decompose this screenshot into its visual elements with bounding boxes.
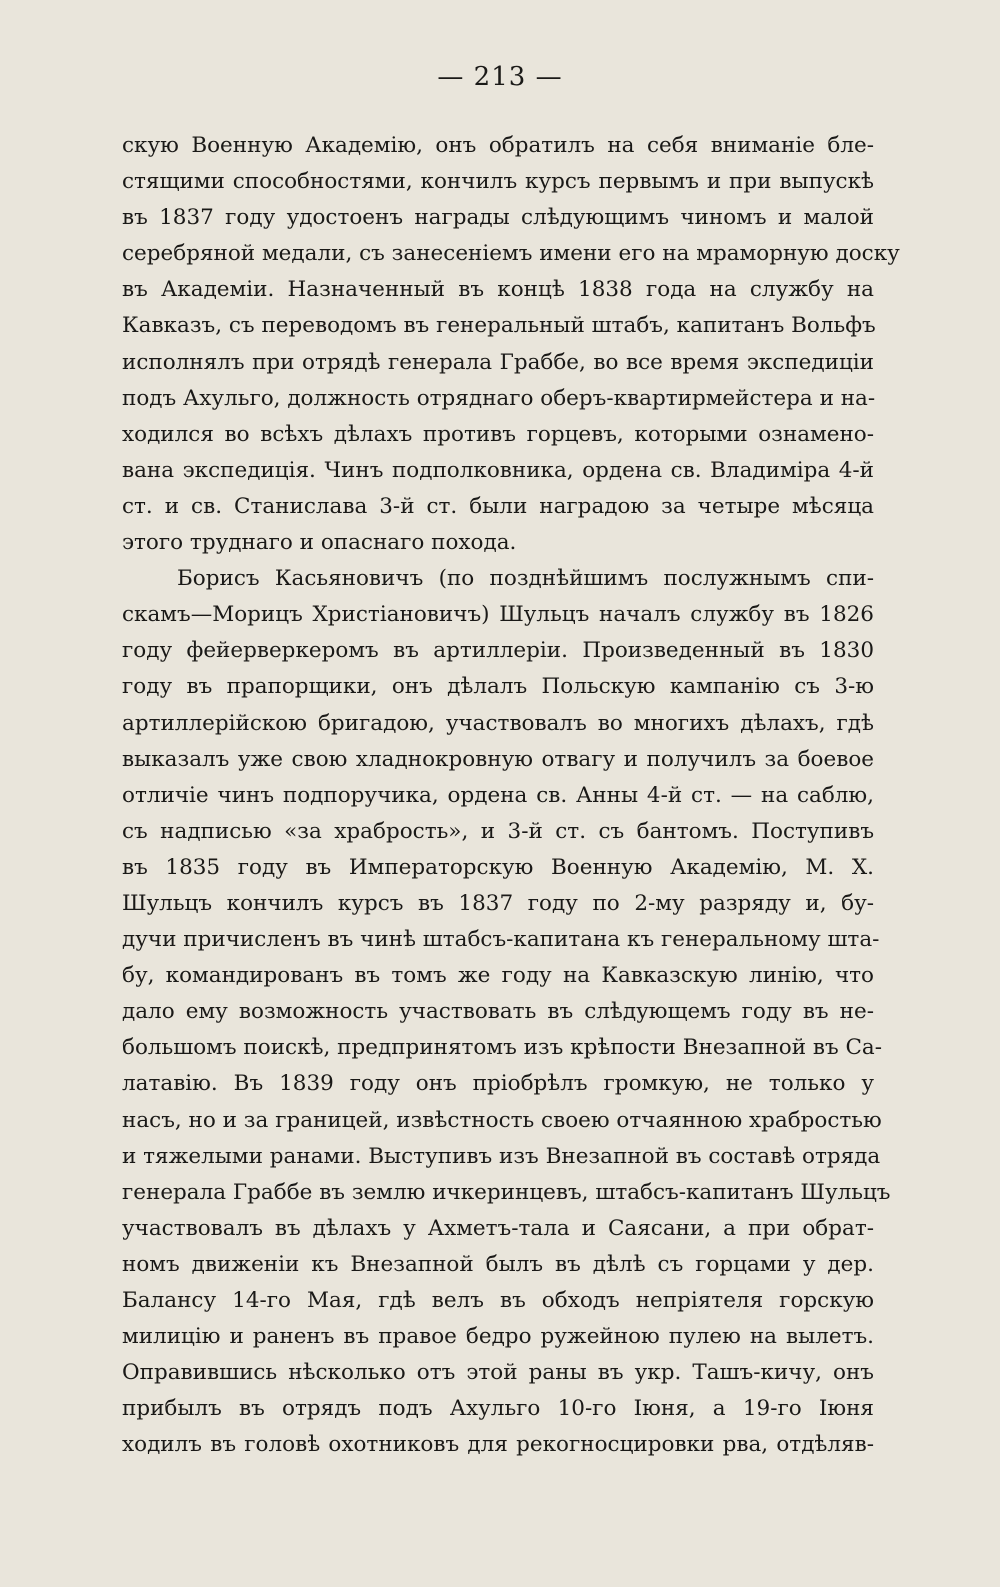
text-line: исполнялъ при отрядѣ генерала Граббе, во все время экспедиціи [122, 349, 874, 375]
text-line: ст. и св. Станислава 3-й ст. были наградою за четыре мѣсяца [122, 493, 874, 519]
text-line: году въ прапорщики, онъ дѣлалъ Польскую кампанію съ 3-ю [122, 674, 874, 700]
text-line: номъ движеніи къ Внезапной былъ въ дѣлѣ съ горцами у дер. [122, 1251, 874, 1277]
body-text [122, 128, 900, 1463]
text-line: Шульцъ кончилъ курсъ въ 1837 году по 2-му разряду и, бу- [122, 890, 874, 916]
paragraph-last-line: этого труднаго и опаснаго похода. [122, 530, 517, 556]
text-line: милицію и раненъ въ правое бедро ружейною пулею на вылетъ. [122, 1324, 874, 1350]
text-line: артиллерійскою бригадою, участвовалъ во многихъ дѣлахъ, гдѣ [122, 710, 874, 736]
text-line: участвовалъ въ дѣлахъ у Ахметъ-тала и Саясани, а при обрат- [122, 1215, 874, 1241]
text-line: ходился во всѣхъ дѣлахъ противъ горцевъ, которыми ознамено- [122, 421, 874, 447]
text-line: бу, командированъ въ томъ же году на Кавказскую линію, что [122, 963, 874, 989]
text-line: Кавказъ, съ переводомъ въ генеральный штабъ, капитанъ Вольфъ [122, 313, 876, 339]
text-line: съ надписью «за храбрость», и 3-й ст. съ бантомъ. Поступивъ [122, 818, 874, 844]
text-line: году фейерверкеромъ въ артиллеріи. Произведенный въ 1830 [122, 638, 874, 664]
text-line: скую Военную Академію, онъ обратилъ на себя вниманіе бле- [122, 133, 874, 158]
text-line: генерала Граббе въ землю ичкеринцевъ, штабсъ-капитанъ Шульцъ [122, 1179, 891, 1205]
text-line: дучи причисленъ въ чинѣ штабсъ-капитана къ генеральному шта- [122, 927, 880, 953]
text-line: скамъ—Морицъ Христіановичъ) Шульцъ началъ службу въ 1826 [122, 602, 874, 628]
text-line: ходилъ въ головѣ охотниковъ для рекогносцировки рва, отдѣляв- [122, 1432, 874, 1458]
text-line: стящими способностями, кончилъ курсъ первымъ и при выпускѣ [122, 169, 874, 195]
text-line: дало ему возможность участвовать въ слѣдующемъ году въ не- [122, 999, 874, 1025]
text-line: латавію. Въ 1839 году онъ пріобрѣлъ громкую, не только у [122, 1071, 874, 1097]
text-line: насъ, но и за границей, извѣстность своею отчаянною храбростью [122, 1107, 882, 1133]
text-line: вана экспедиція. Чинъ подполковника, ордена св. Владиміра 4-й [122, 457, 874, 483]
paragraph-first-line: Борисъ Касьяновичъ (по позднѣйшимъ послужнымъ спи- [177, 566, 874, 592]
text-line: большомъ поискѣ, предпринятомъ изъ крѣпости Внезапной въ Са- [122, 1035, 883, 1061]
page-number: — 213 — [437, 62, 563, 92]
text-line: прибылъ въ отрядъ подъ Ахульго 10-го Іюня, а 19-го Іюня [122, 1396, 874, 1422]
text-line: въ 1837 году удостоенъ награды слѣдующимъ чиномъ и малой [122, 205, 874, 231]
text-line: Оправившись нѣсколько отъ этой раны въ укр. Ташъ-кичу, онъ [122, 1360, 874, 1386]
text-line: отличіе чинъ подпоручика, ордена св. Анны 4-й ст. — на саблю, [122, 782, 874, 808]
text-line: Балансу 14-го Мая, гдѣ велъ въ обходъ непріятеля горскую [122, 1288, 874, 1313]
text-line: подъ Ахульго, должность отряднаго оберъ-квартирмейстера и на- [122, 385, 876, 411]
text-line: въ 1835 году въ Императорскую Военную Академію, М. Х. [122, 854, 874, 880]
text-line: и тяжелыми ранами. Выступивъ изъ Внезапной въ составѣ отряда [122, 1143, 881, 1169]
text-line: выказалъ уже свою хладнокровную отвагу и получилъ за боевое [122, 746, 874, 772]
text-line: серебряной медали, съ занесеніемъ имени его на мраморную доску [122, 241, 900, 267]
text-line: въ Академіи. Назначенный въ концѣ 1838 года на службу на [122, 277, 874, 303]
